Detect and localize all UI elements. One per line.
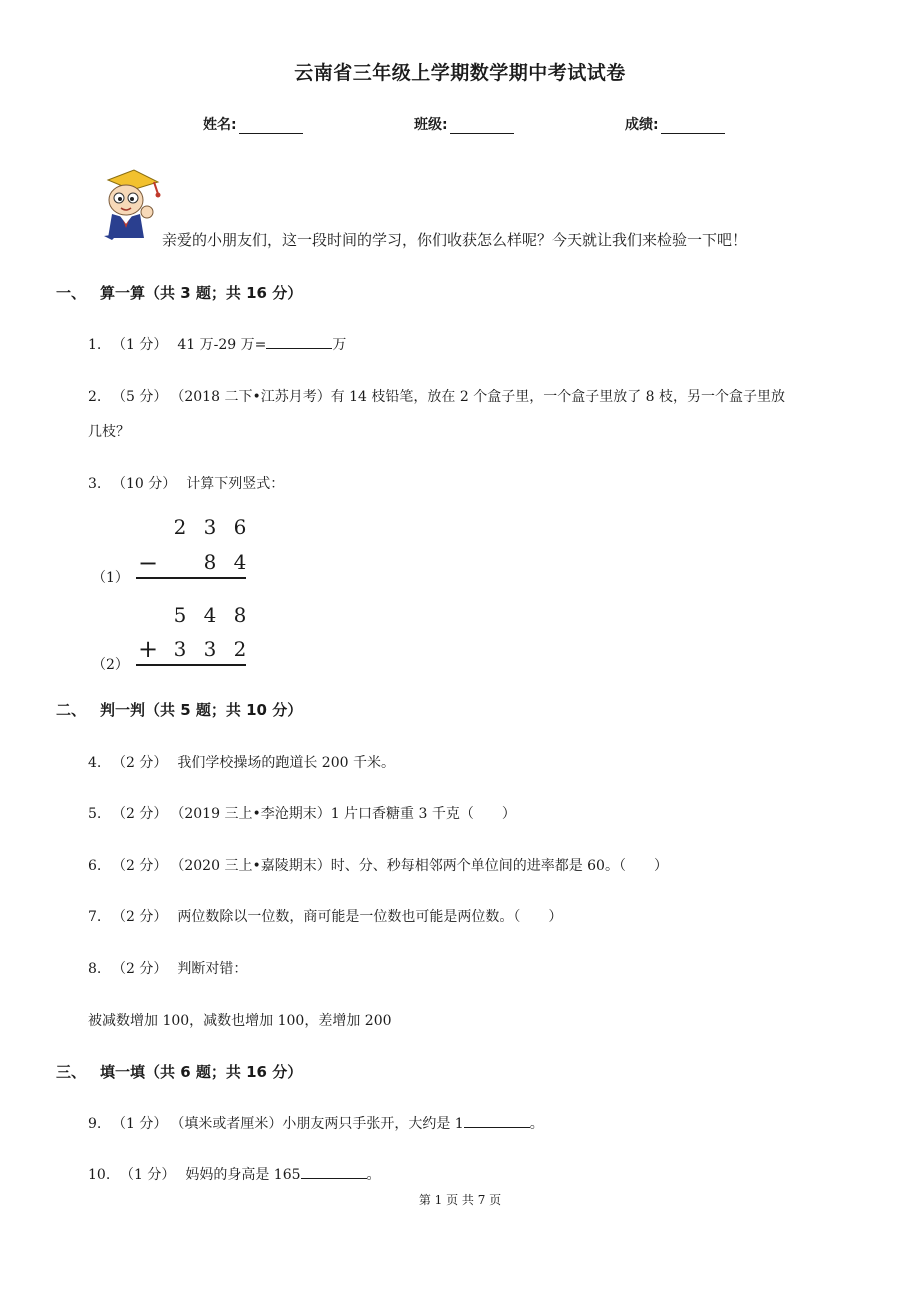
- question-number: 5.: [88, 806, 102, 822]
- vertical-calc-label-1: （1）: [92, 570, 129, 586]
- question-4: [88, 752, 395, 772]
- question-text: （2019 三上•李沧期末）1 片口香糖重 3 千克（ ）: [177, 806, 516, 822]
- question-text: （2018 二下•江苏月考）有 14 枝铅笔，放在 2 个盒子里，一个盒子里放了 8 枝，另一个盒子里放: [177, 389, 786, 405]
- plus-sign: +: [137, 635, 159, 663]
- question-end: 。: [529, 1116, 544, 1132]
- question-6: [88, 855, 668, 875]
- question-points: （1 分）: [112, 337, 168, 353]
- page-title: 云南省三年级上学期数学期中考试试卷: [294, 62, 626, 84]
- mascot-doctor-icon: [90, 168, 166, 244]
- question-1: [88, 334, 346, 354]
- question-5: [88, 803, 516, 823]
- page-footer: 第 1 页 共 7 页: [418, 1193, 502, 1207]
- question-text: （填米或者厘米）小朋友两只手张开，大约是 1: [177, 1116, 464, 1132]
- digit: 8: [233, 603, 247, 627]
- digit: 6: [233, 515, 247, 539]
- question-text: 妈妈的身高是 165: [185, 1167, 301, 1183]
- section-heading-1: [56, 282, 302, 303]
- question-text: （2020 三上•嘉陵期末）时、分、秒每相邻两个单位间的进率都是 60。（ ）: [177, 858, 668, 874]
- section-heading-3: [56, 1061, 302, 1082]
- question-points: （2 分）: [112, 806, 168, 822]
- question-points: （2 分）: [112, 858, 168, 874]
- vertical-calc-rule: [136, 664, 246, 666]
- question-8: [88, 958, 247, 978]
- vertical-calc-rule: [136, 577, 246, 579]
- question-2: [88, 386, 785, 406]
- question-unit: 万: [332, 337, 347, 353]
- class-label: 班级:: [414, 117, 448, 133]
- question-text: 两位数除以一位数，商可能是一位数也可能是两位数。（ ）: [177, 909, 563, 925]
- question-7: [88, 906, 562, 926]
- question-number: 7.: [88, 909, 102, 925]
- question-10: [88, 1164, 381, 1184]
- question-number: 3.: [88, 476, 102, 492]
- greeting-text: 亲爱的小朋友们，这一段时间的学习，你们收获怎么样呢？今天就让我们来检验一下吧！: [162, 231, 748, 249]
- section-title: 判一判（共 5 题；共 10 分）: [100, 701, 303, 719]
- question-points: （10 分）: [112, 476, 177, 492]
- question-text: 41 万-29 万=: [177, 337, 267, 353]
- question-points: （2 分）: [112, 755, 168, 771]
- question-3: [88, 473, 284, 493]
- section-number: 三、: [56, 1063, 87, 1081]
- question-2-continuation: 几枝？: [88, 424, 130, 440]
- section-heading-2: [56, 699, 302, 720]
- section-title: 填一填（共 6 题；共 16 分）: [100, 1063, 303, 1081]
- digit: 4: [233, 550, 247, 574]
- score-field: [625, 114, 725, 134]
- digit: 3: [173, 637, 187, 661]
- answer-blank[interactable]: [301, 1165, 367, 1179]
- score-label: 成绩:: [625, 117, 659, 133]
- name-blank[interactable]: [239, 119, 303, 134]
- question-number: 6.: [88, 858, 102, 874]
- question-9: [88, 1113, 544, 1133]
- score-blank[interactable]: [661, 119, 725, 134]
- question-number: 9.: [88, 1116, 102, 1132]
- question-points: （1 分）: [120, 1167, 176, 1183]
- minus-sign: −: [137, 549, 159, 577]
- name-field: [203, 114, 303, 134]
- question-points: （5 分）: [112, 389, 168, 405]
- digit: 8: [203, 550, 217, 574]
- question-text: 我们学校操场的跑道长 200 千米。: [177, 755, 395, 771]
- name-label: 姓名:: [203, 117, 237, 133]
- section-title: 算一算（共 3 题；共 16 分）: [100, 284, 303, 302]
- question-text: 计算下列竖式：: [186, 476, 285, 492]
- question-8-statement: 被减数增加 100，减数也增加 100，差增加 200: [88, 1013, 392, 1029]
- digit: 2: [233, 637, 247, 661]
- question-number: 8.: [88, 961, 102, 977]
- class-field: [414, 114, 514, 134]
- question-end: 。: [366, 1167, 381, 1183]
- digit: 2: [173, 515, 187, 539]
- question-number: 2.: [88, 389, 102, 405]
- answer-blank[interactable]: [266, 335, 332, 349]
- vertical-calc-label-2: （2）: [92, 657, 129, 673]
- question-text: 判断对错：: [177, 961, 248, 977]
- question-number: 1.: [88, 337, 102, 353]
- class-blank[interactable]: [450, 119, 514, 134]
- question-points: （2 分）: [112, 909, 168, 925]
- section-number: 一、: [56, 284, 87, 302]
- answer-blank[interactable]: [464, 1114, 530, 1128]
- question-points: （1 分）: [112, 1116, 168, 1132]
- question-number: 4.: [88, 755, 102, 771]
- digit: 5: [173, 603, 187, 627]
- section-number: 二、: [56, 701, 87, 719]
- question-number: 10.: [88, 1167, 111, 1183]
- question-points: （2 分）: [112, 961, 168, 977]
- digit: 3: [203, 515, 217, 539]
- digit: 4: [203, 603, 217, 627]
- digit: 3: [203, 637, 217, 661]
